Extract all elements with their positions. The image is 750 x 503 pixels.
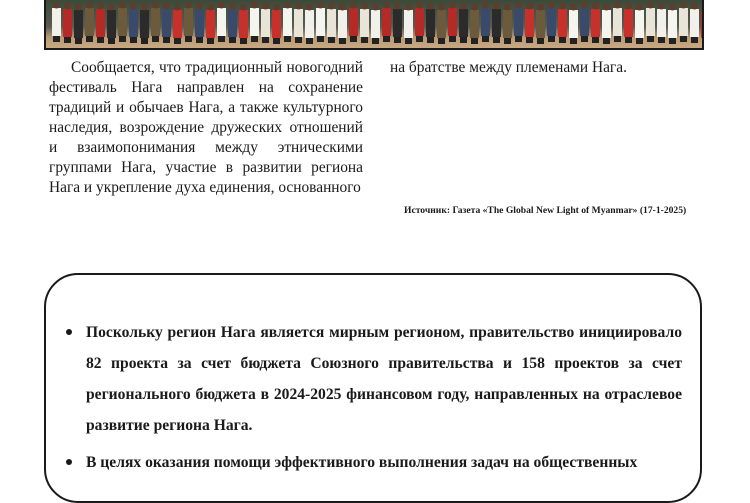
photo-person <box>536 10 545 38</box>
photo-person-head <box>504 4 511 11</box>
photo-person <box>437 10 446 38</box>
photo-person-head <box>196 3 203 10</box>
photo-person-legs <box>372 38 379 44</box>
article-right-column <box>390 58 700 78</box>
photo-person-head <box>636 4 643 11</box>
bullet-dot-icon <box>66 329 72 335</box>
photo-person-legs <box>427 37 434 43</box>
photo-person <box>206 10 215 38</box>
photo-person-legs <box>262 37 269 43</box>
photo-person <box>371 10 380 38</box>
photo-person-head <box>240 4 247 11</box>
photo-person-legs <box>229 37 236 43</box>
photo-person-legs <box>570 38 577 44</box>
bullet-text: Поскольку регион Нага является мирным регионом, правительство инициировало 82 проекта за счет бюджета Союзного правительства и 158 проектов за счет регионального бюджета в 2024-2025 финансовом году, направленных на отраслевое развитие региона Нага. <box>86 324 682 434</box>
photo-person-head <box>482 2 489 9</box>
bullet-item <box>86 447 682 478</box>
photo-person-legs <box>251 36 258 42</box>
photo-person-legs <box>306 38 313 44</box>
photo-person-legs <box>625 37 632 43</box>
photo-person-head <box>251 2 258 9</box>
photo-person-head <box>185 2 192 9</box>
photo-person-legs <box>438 38 445 44</box>
photo-person-legs <box>75 38 82 44</box>
photo-person-legs <box>240 38 247 44</box>
photo-person <box>272 10 281 38</box>
photo-person-head <box>493 3 500 10</box>
photo-person <box>118 8 127 36</box>
photo-person-legs <box>680 36 687 42</box>
photo-person-legs <box>603 38 610 44</box>
photo-person <box>459 9 468 37</box>
photo-person-legs <box>515 36 522 42</box>
photo-person-head <box>284 2 291 9</box>
bullet-item <box>86 317 682 441</box>
photo-person-legs <box>119 36 126 42</box>
article-paragraph: Сообщается, что традиционный новогодний фестиваль Нага направлен на сохранение традиций и обычаев Нага, а также культурного наследия, возрождение дружеских отношений и взаимопонимания между этническими группами Нага, участие в развитии региона Нага и укрепление духа единения, основанного <box>49 59 363 196</box>
photo-person-head <box>350 2 357 9</box>
photo-person-legs <box>273 38 280 44</box>
photo-person <box>52 8 61 36</box>
photo-person-legs <box>185 36 192 42</box>
photo-person-head <box>383 2 390 9</box>
photo-person-head <box>218 2 225 9</box>
photo-person-legs <box>339 38 346 44</box>
photo-person-head <box>625 3 632 10</box>
photo-person-head <box>317 2 324 9</box>
photo-person-legs <box>328 37 335 43</box>
photo-person-head <box>438 4 445 11</box>
photo-person <box>305 10 314 38</box>
photo-person <box>316 8 325 36</box>
photo-person-legs <box>559 37 566 43</box>
photo-person <box>591 9 600 37</box>
photo-person-head <box>229 3 236 10</box>
photo-person-head <box>339 4 346 11</box>
photo-person-legs <box>702 38 704 44</box>
photo-person-head <box>658 3 665 10</box>
photo-person <box>184 8 193 36</box>
photo-person-legs <box>658 37 665 43</box>
photo-person-legs <box>581 36 588 42</box>
photo-person-legs <box>317 36 324 42</box>
photo-person-head <box>53 2 60 9</box>
group-photo-figures <box>46 0 704 50</box>
photo-person-legs <box>207 38 214 44</box>
photo-person-legs <box>163 37 170 43</box>
photo-person <box>492 9 501 37</box>
photo-person-legs <box>416 36 423 42</box>
photo-person <box>151 8 160 36</box>
photo-person-head <box>416 2 423 9</box>
bullet-text: В целях оказания помощи эффективного выполнения задач на общественных <box>86 454 638 471</box>
photo-person-legs <box>449 36 456 42</box>
photo-person <box>701 10 704 38</box>
photo-person-head <box>548 2 555 9</box>
photo-person-head <box>691 3 698 10</box>
photo-person <box>415 8 424 36</box>
photo-person <box>635 10 644 38</box>
photo-person <box>393 9 402 37</box>
photo-person <box>96 9 105 37</box>
photo-person-head <box>97 3 104 10</box>
photo-person <box>129 9 138 37</box>
photo-person-head <box>702 4 704 11</box>
photo-person-head <box>603 4 610 11</box>
photo-person-legs <box>394 37 401 43</box>
photo-person <box>404 10 413 38</box>
photo-person-legs <box>64 37 71 43</box>
callout-box <box>44 273 702 503</box>
photo-person <box>360 9 369 37</box>
photo-person-head <box>328 3 335 10</box>
photo-person <box>261 9 270 37</box>
photo-person <box>558 9 567 37</box>
photo-person-head <box>108 4 115 11</box>
photo-person-legs <box>86 36 93 42</box>
photo-person-head <box>64 3 71 10</box>
photo-person-legs <box>141 38 148 44</box>
photo-person-head <box>405 4 412 11</box>
article-left-column <box>49 58 363 198</box>
photo-person-head <box>669 4 676 11</box>
photo-person-legs <box>482 36 489 42</box>
photo-person <box>613 8 622 36</box>
photo-person-head <box>174 4 181 11</box>
photo-person-legs <box>53 36 60 42</box>
photo-person-legs <box>295 37 302 43</box>
photo-person-head <box>141 4 148 11</box>
photo-person-legs <box>691 37 698 43</box>
photo-person <box>107 10 116 38</box>
photo-person-legs <box>405 38 412 44</box>
photo-person-head <box>449 2 456 9</box>
photo-person-legs <box>284 36 291 42</box>
photo-person <box>239 10 248 38</box>
photo-person <box>602 10 611 38</box>
photo-person <box>503 10 512 38</box>
photo-person-head <box>581 2 588 9</box>
photo-person <box>217 8 226 36</box>
photo-person-head <box>163 3 170 10</box>
photo-person <box>63 9 72 37</box>
photo-person-head <box>152 2 159 9</box>
photo-person-head <box>460 3 467 10</box>
photo-person-head <box>471 4 478 11</box>
photo-person-legs <box>108 38 115 44</box>
photo-person-legs <box>669 38 676 44</box>
photo-person <box>74 10 83 38</box>
photo-person-head <box>515 2 522 9</box>
photo-person <box>85 8 94 36</box>
photo-person-legs <box>504 38 511 44</box>
photo-person <box>525 9 534 37</box>
photo-person <box>668 10 677 38</box>
photo-person <box>514 8 523 36</box>
photo-person <box>646 8 655 36</box>
photo-person <box>679 8 688 36</box>
photo-person <box>283 8 292 36</box>
photo-person-head <box>75 4 82 11</box>
photo-person <box>547 8 556 36</box>
photo-person <box>657 9 666 37</box>
photo-person <box>382 8 391 36</box>
photo-person <box>327 9 336 37</box>
photo-person-head <box>130 3 137 10</box>
photo-person-head <box>119 2 126 9</box>
photo-person <box>173 10 182 38</box>
photo-person-legs <box>592 37 599 43</box>
photo-person-legs <box>471 38 478 44</box>
photo-person-head <box>372 4 379 11</box>
photo-person <box>569 10 578 38</box>
photo-person <box>690 9 699 37</box>
photo-person-head <box>262 3 269 10</box>
photo-person-legs <box>174 38 181 44</box>
photo-person <box>228 9 237 37</box>
photo-person-head <box>273 4 280 11</box>
photo-person-legs <box>130 37 137 43</box>
photo-person-head <box>592 3 599 10</box>
photo-person <box>338 10 347 38</box>
photo-person <box>624 9 633 37</box>
article-continuation: на братстве между племенами Нага. <box>390 59 627 76</box>
photo-person <box>140 10 149 38</box>
photo-person-legs <box>614 36 621 42</box>
photo-person-legs <box>350 36 357 42</box>
photo-person <box>294 9 303 37</box>
photo-person-head <box>295 3 302 10</box>
photo-person-legs <box>493 37 500 43</box>
photo-person-head <box>526 3 533 10</box>
photo-person-legs <box>196 37 203 43</box>
photo-person-head <box>306 4 313 11</box>
photo-person-legs <box>460 37 467 43</box>
photo-person-head <box>537 4 544 11</box>
photo-person <box>162 9 171 37</box>
photo-person <box>481 8 490 36</box>
group-photo <box>44 0 704 50</box>
photo-person-head <box>207 4 214 11</box>
photo-person-head <box>86 2 93 9</box>
photo-person-legs <box>218 36 225 42</box>
photo-person <box>448 8 457 36</box>
photo-person <box>250 8 259 36</box>
photo-person-head <box>680 2 687 9</box>
photo-person-legs <box>548 36 555 42</box>
photo-person-legs <box>152 36 159 42</box>
photo-person-head <box>361 3 368 10</box>
photo-person-legs <box>537 38 544 44</box>
source-citation: Источник: Газета «The Global New Light of Myanmar» (17-1-2025) <box>404 205 687 216</box>
photo-person-head <box>570 4 577 11</box>
photo-person <box>426 9 435 37</box>
photo-person-legs <box>636 38 643 44</box>
photo-person <box>195 9 204 37</box>
photo-person <box>470 10 479 38</box>
photo-person-head <box>427 3 434 10</box>
photo-person-head <box>614 2 621 9</box>
photo-person-legs <box>647 36 654 42</box>
photo-person-legs <box>526 37 533 43</box>
photo-person <box>580 8 589 36</box>
photo-person <box>349 8 358 36</box>
photo-person-head <box>394 3 401 10</box>
photo-person-head <box>559 3 566 10</box>
photo-person-legs <box>361 37 368 43</box>
photo-person-legs <box>97 37 104 43</box>
photo-person-head <box>647 2 654 9</box>
photo-person-legs <box>383 36 390 42</box>
